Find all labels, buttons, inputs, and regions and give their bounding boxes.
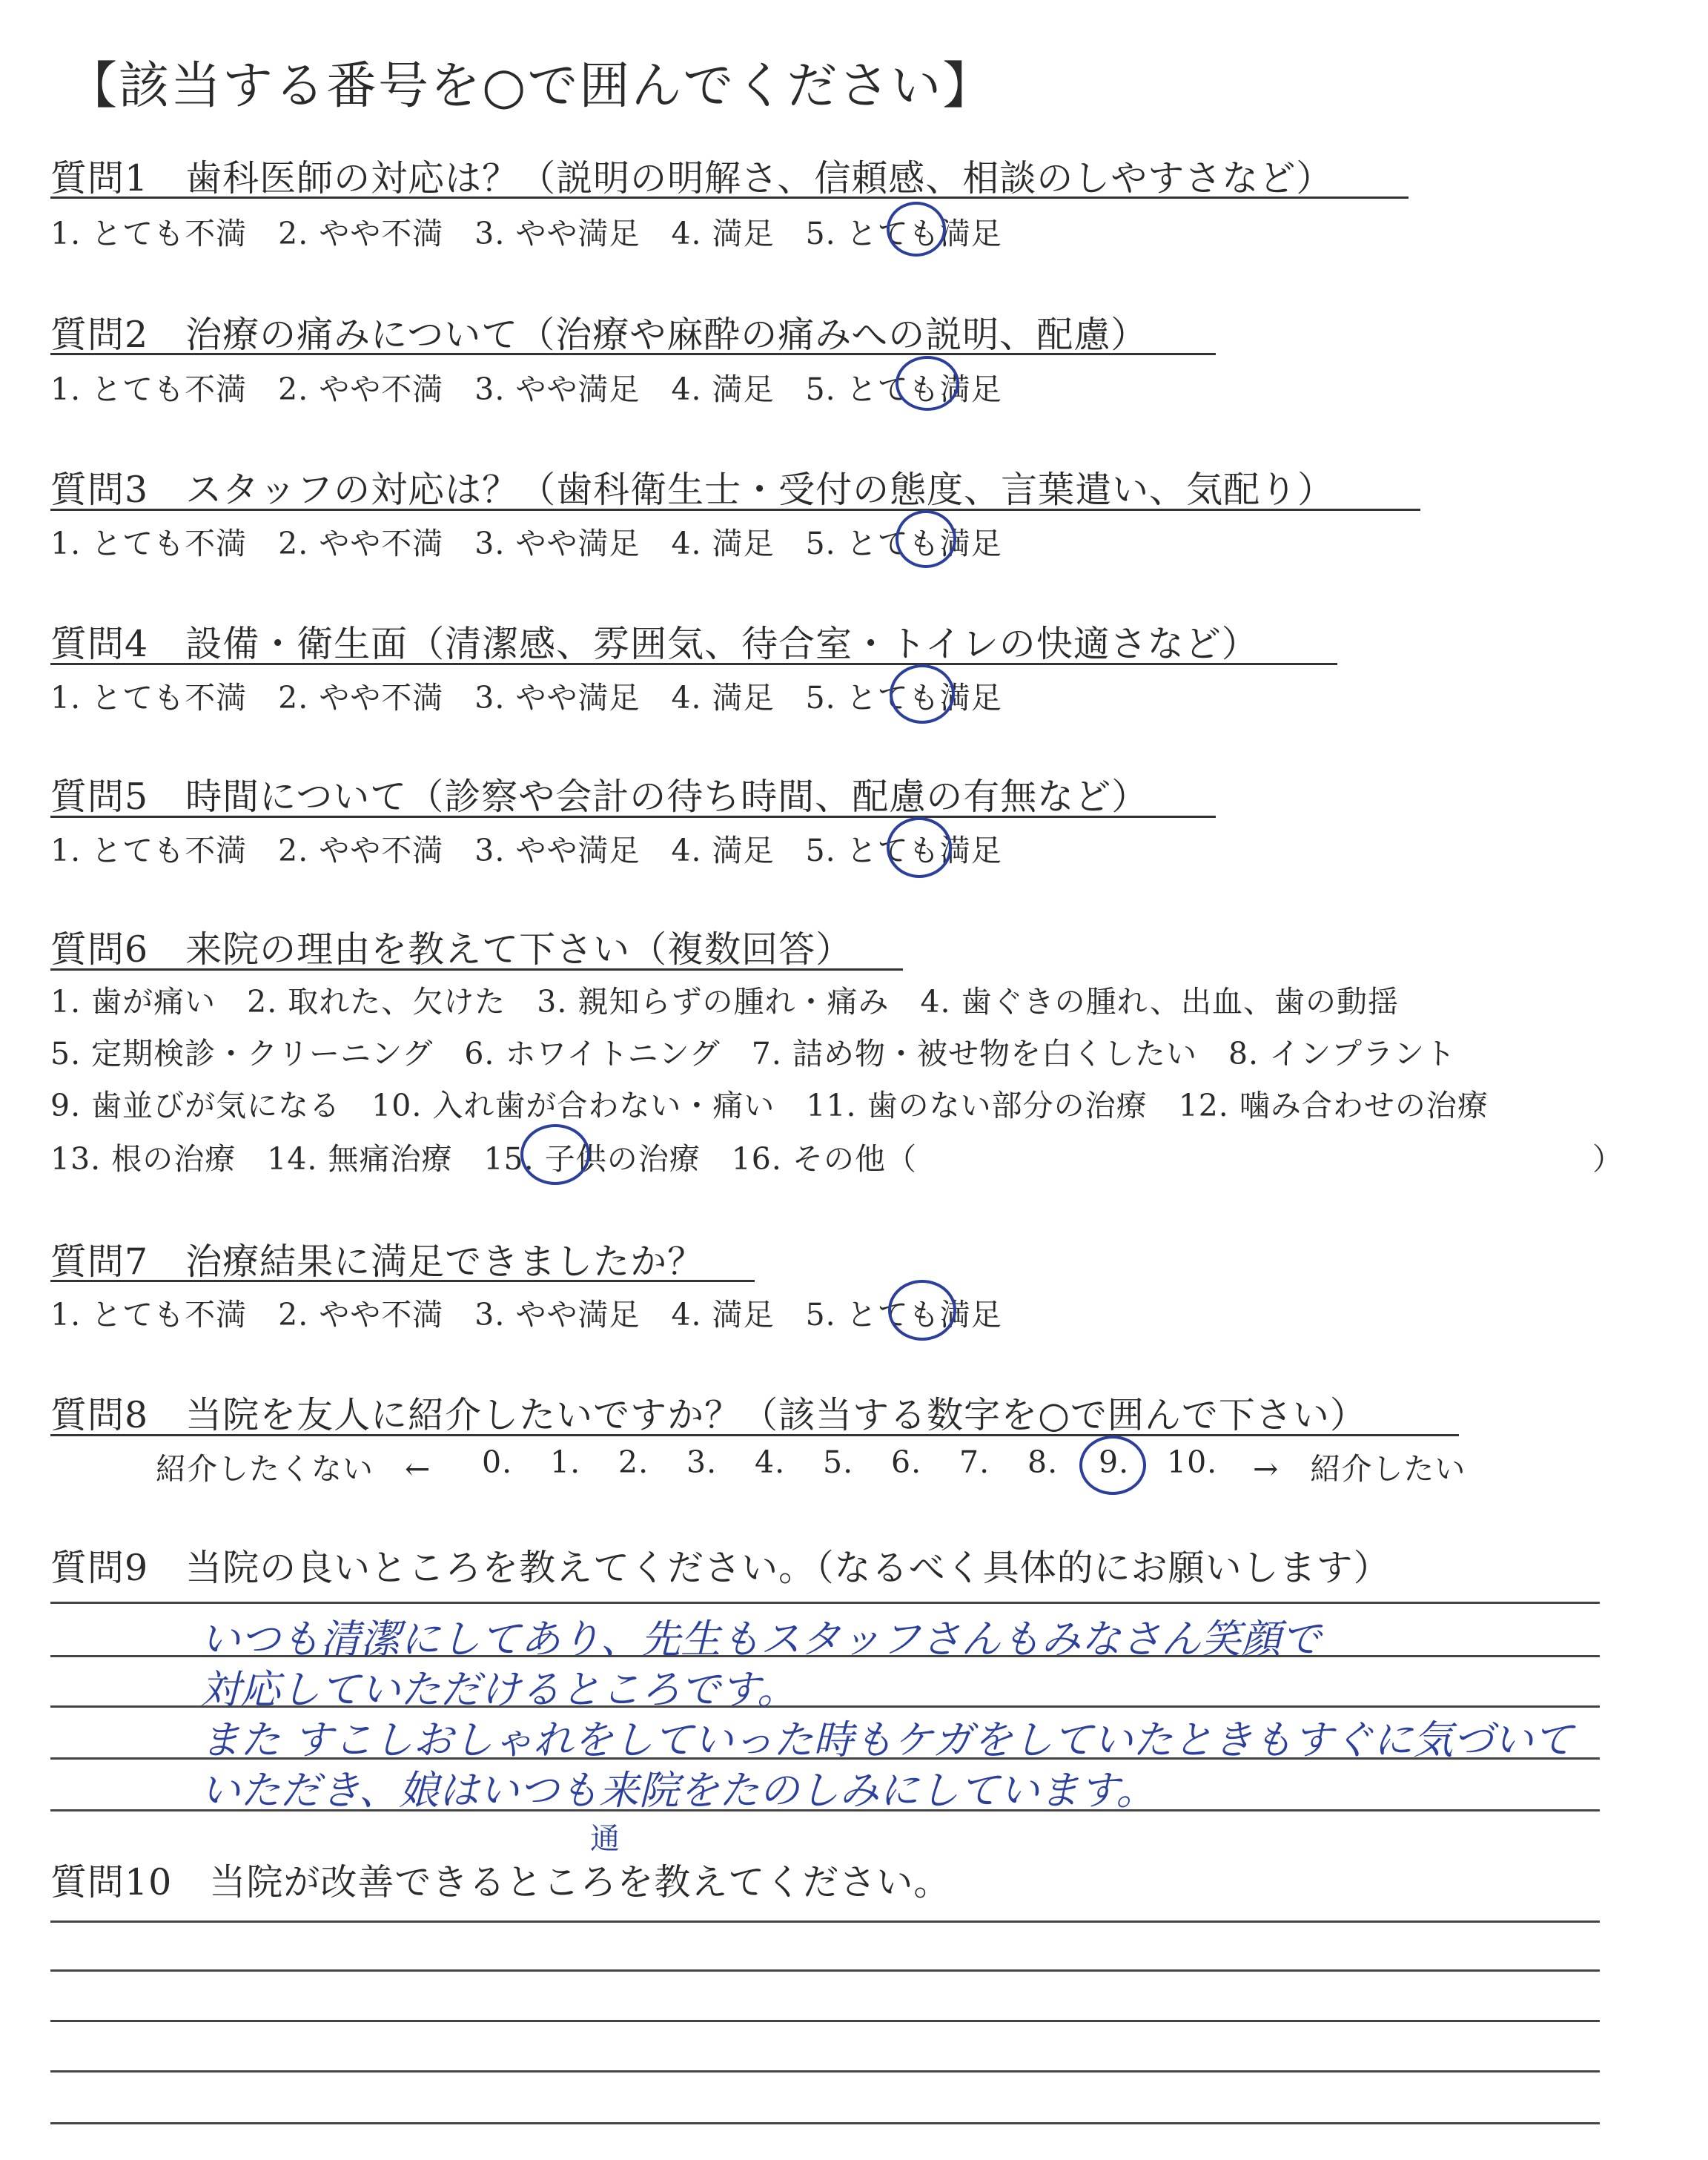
question-4-selected-circle[interactable] <box>890 664 955 724</box>
question-8-scale-4: 4. <box>755 1444 786 1480</box>
question-8-scale-0: 0. <box>482 1444 513 1480</box>
question-6-selected-circle[interactable] <box>520 1124 590 1185</box>
question-9-handwritten-line-4: いただき、娘はいつも来院をたのしみにしています。 <box>200 1767 1156 1814</box>
question-6-label: 質問6 来院の理由を教えて下さい（複数回答） <box>50 928 853 971</box>
question-10-answer-line-1 <box>50 1920 1600 1923</box>
question-8-scale-8: 8. <box>1027 1444 1059 1480</box>
question-10-answer-line-2 <box>50 1969 1600 1972</box>
question-7-selected-circle[interactable] <box>888 1280 956 1341</box>
question-1-selected-circle[interactable] <box>887 202 946 257</box>
question-4-label: 質問4 設備・衛生面（清潔感、雰囲気、待合室・トイレの快適さなど） <box>50 623 1259 665</box>
question-10-label: 質問10 当院が改善できるところを教えてください。 <box>50 1861 951 1903</box>
question-10-answer-line-5 <box>50 2122 1600 2124</box>
question-9-label: 質問9 当院の良いところを教えてください。（なるべく具体的にお願いします） <box>50 1547 1391 1589</box>
question-2-label: 質問2 治療の痛みについて（治療や麻酔の痛みへの説明、配慮） <box>50 314 1148 356</box>
question-9-handwritten-correction: 通 <box>590 1822 620 1856</box>
question-5-label: 質問5 時間について（診察や会計の待ち時間、配慮の有無など） <box>50 776 1149 818</box>
question-9-handwritten-line-1: いつも清潔にしてあり、先生もスタッフさんもみなさん笑顔で <box>200 1616 1321 1662</box>
question-1-underline <box>50 196 1409 199</box>
question-8-right-label: → 紹介したい <box>1253 1451 1466 1487</box>
question-8-scale-1: 1. <box>550 1444 581 1480</box>
question-3-underline <box>50 509 1420 511</box>
question-6-reasons-line-1: 1. 歯が痛い 2. 取れた、欠けた 3. 親知らずの腫れ・痛み 4. 歯ぐきの腫れ、出血、歯の動揺 <box>50 984 1400 1020</box>
question-8-scale-3: 3. <box>686 1444 718 1480</box>
question-7-label: 質問7 治療結果に満足できましたか？ <box>50 1241 705 1283</box>
question-10-answer-line-3 <box>50 2020 1600 2022</box>
question-8-scale-10: 10. <box>1167 1444 1218 1480</box>
question-6-other-close-paren: ） <box>1592 1141 1623 1177</box>
question-8-scale-6: 6. <box>891 1444 922 1480</box>
question-2-selected-circle[interactable] <box>896 356 959 411</box>
question-8-label: 質問8 当院を友人に紹介したいですか？（該当する数字を○で囲んで下さい） <box>50 1394 1367 1436</box>
question-7-options: 1. とても不満 2. やや不満 3. やや満足 4. 満足 5. とても満足 <box>50 1297 1002 1332</box>
question-8-scale-2: 2. <box>618 1444 649 1480</box>
question-10-answer-line-4 <box>50 2070 1600 2073</box>
form-title: 【該当する番号を○で囲んでください】 <box>67 57 995 116</box>
question-8-scale-9: 9. <box>1099 1444 1130 1480</box>
question-9-answer-line-1 <box>50 1602 1600 1604</box>
question-1-label: 質問1 歯科医師の対応は？（説明の明解さ、信頼感、相談のしやすさなど） <box>50 157 1334 199</box>
question-4-options: 1. とても不満 2. やや不満 3. やや満足 4. 満足 5. とても満足 <box>50 680 1002 716</box>
question-8-scale-7: 7. <box>959 1444 990 1480</box>
question-3-label: 質問3 スタッフの対応は？（歯科衛生士・受付の態度、言葉遣い、気配り） <box>50 469 1335 511</box>
question-4-underline <box>50 663 1337 665</box>
question-6-reasons-line-3: 9. 歯並びが気になる 10. 入れ歯が合わない・痛い 11. 歯のない部分の治療 12. 噛み合わせの治療 <box>50 1088 1489 1123</box>
question-3-selected-circle[interactable] <box>896 510 956 568</box>
question-5-selected-circle[interactable] <box>887 817 952 878</box>
question-8-selected-circle[interactable] <box>1079 1436 1146 1495</box>
question-1-options: 1. とても不満 2. やや不満 3. やや満足 4. 満足 5. とても満足 <box>50 216 1002 251</box>
question-7-underline <box>50 1280 755 1282</box>
question-8-underline <box>50 1434 1459 1436</box>
question-3-options: 1. とても不満 2. やや不満 3. やや満足 4. 満足 5. とても満足 <box>50 526 1002 561</box>
question-6-reasons-line-2: 5. 定期検診・クリーニング 6. ホワイトニング 7. 詰め物・被せ物を白くしたい 8. インプラント <box>50 1036 1457 1071</box>
question-6-reasons-line-4: 13. 根の治療 14. 無痛治療 15. 子供の治療 16. その他（ <box>50 1141 917 1177</box>
question-8-left-label: 紹介したくない ← <box>156 1451 431 1487</box>
question-9-handwritten-line-2: 対応していただけるところです。 <box>200 1666 798 1713</box>
question-6-underline <box>50 968 903 971</box>
question-2-options: 1. とても不満 2. やや不満 3. やや満足 4. 満足 5. とても満足 <box>50 371 1002 407</box>
question-5-options: 1. とても不満 2. やや不満 3. やや満足 4. 満足 5. とても満足 <box>50 833 1002 868</box>
question-5-underline <box>50 816 1216 818</box>
question-2-underline <box>50 353 1216 355</box>
question-8-scale-5: 5. <box>823 1444 854 1480</box>
question-9-handwritten-line-3: また すこしおしゃれをしていった時もケガをしていたときもすぐに気づいて <box>200 1717 1574 1763</box>
